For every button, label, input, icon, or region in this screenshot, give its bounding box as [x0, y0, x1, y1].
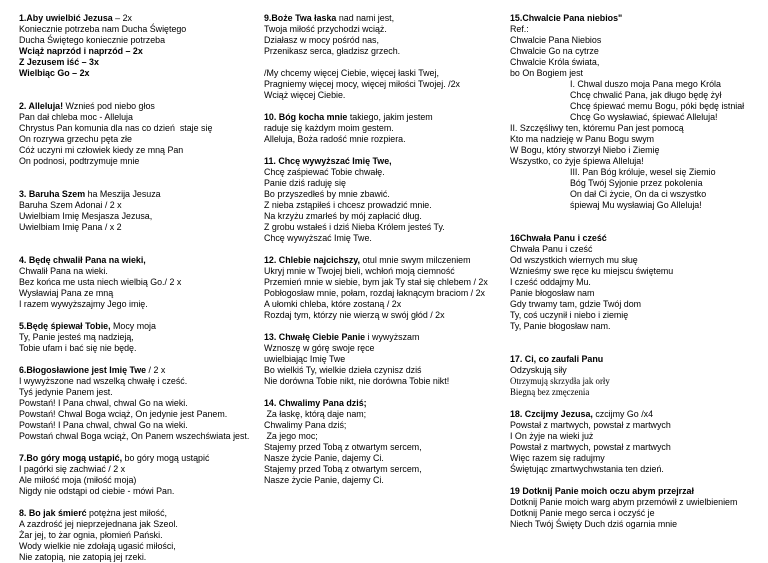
song-spacer [19, 497, 251, 508]
lyric-line: Stajemy przed Tobą z otwartym sercem, [264, 464, 422, 474]
song-title: 19 Dotknij Panie moich oczu abym przejrzał [510, 486, 694, 496]
lyric-line: Panie dziś raduję się [264, 178, 346, 188]
lyric-line: Dotknij Panie moich warg abym przemówił z uwielbieniem [510, 497, 738, 507]
lyric-line: Twoja miłość przychodzi wciąż. [264, 24, 387, 34]
song-spacer [264, 244, 498, 255]
column-right [510, 13, 762, 530]
lyric-line: Wznieśmy swe ręce ku miejscu świętemu [510, 266, 674, 276]
song-block [19, 189, 251, 233]
song-title: 17. Ci, co zaufali Panu [510, 354, 604, 364]
song-block [510, 13, 762, 211]
song-title: 9.Boże Twa łaska [264, 13, 337, 23]
lyric-line: Chwalcie Pana Niebios [510, 35, 602, 45]
lyric-line: Rozdaj tym, którzy nie wierzą w swój głód / 2x [264, 310, 445, 320]
song-title-rest: potężna jest miłość, [86, 508, 167, 518]
lyric-line: Chwalił Pana na wieki. [19, 266, 108, 276]
song-spacer [264, 321, 498, 332]
song-heading [510, 233, 762, 244]
lyric-line: Niech Twój Święty Duch dziś ogarnia mnie [510, 519, 678, 529]
lyric-line: On rozrywa grzechu pęta złe [19, 134, 132, 144]
song-heading [19, 189, 251, 200]
lyric-line: Wciąż naprzód i naprzód – 2x [19, 46, 143, 56]
lyric-line: Chwalimy Pana dziś; [264, 420, 347, 430]
lyric-line: Powstań! Chwal Boga wciąż, On jedynie jest Panem. [19, 409, 228, 419]
lyric-line: śpiewaj Mu wysławiaj Go Alleluja! [570, 200, 702, 210]
lyric-line: Chcę wywyższać Imię Twe. [264, 233, 372, 243]
song-heading [510, 409, 762, 420]
song-heading [264, 112, 498, 123]
lyric-line: raduje się każdym moim gestem. [264, 123, 394, 133]
song-block [264, 332, 498, 387]
song-spacer [19, 354, 251, 365]
lyric-line: Chcę zaśpiewać Tobie chwałę. [264, 167, 385, 177]
lyric-line: Ty, Panie jesteś mą nadzieją, [19, 332, 134, 342]
lyric-line: Ref.: [510, 24, 529, 34]
song-heading [19, 321, 251, 332]
song-title: 16Chwała Panu i cześć [510, 233, 607, 243]
song-spacer [19, 310, 251, 321]
lyric-line: Wciąż więcej Ciebie. [264, 90, 346, 100]
lyric-line: Stajemy przed Tobą z otwartym sercem, [264, 442, 422, 452]
lyric-line: Nasze życie Panie, dajemy Ci. [264, 475, 384, 485]
song-spacer [19, 167, 251, 189]
lyric-line: II. Szczęśliwy ten, któremu Pan jest pomocą [510, 123, 684, 133]
song-title: 12. Chlebie najcichszy, [264, 255, 361, 265]
song-block [19, 453, 251, 497]
lyric-line: Powstań! I Pana chwal, chwal Go na wieki. [19, 420, 188, 430]
lyric-line: Odzyskują siły [510, 365, 567, 375]
song-spacer [510, 332, 762, 354]
lyric-line: Otrzymują skrzydła jak orły [510, 376, 610, 386]
lyric-line: Powstań chwal Boga wciąż, On Panem wszechświata jest. [19, 431, 250, 441]
lyric-line: Wielbiąc Go – 2x [19, 68, 90, 78]
song-title-rest: i wywyższam [365, 332, 420, 342]
song-block [19, 365, 251, 442]
song-title: 18. Czcijmy Jezusa, [510, 409, 593, 419]
song-heading [264, 255, 498, 266]
song-block [264, 13, 498, 57]
lyric-line: I. Chwal duszo moja Pana mego Króla [570, 79, 721, 89]
song-heading [19, 508, 251, 519]
song-title: 13. Chwałę Ciebie Panie [264, 332, 366, 342]
lyric-line: Baruha Szem Adonai / 2 x [19, 200, 122, 210]
lyric-line: Bo przyszedłeś by mnie zbawić. [264, 189, 390, 199]
song-title-rest: /My chcemy więcej Ciebie, więcej łaski Twej, [264, 68, 439, 78]
lyric-line: Tobie ufam i bać się nie będę. [19, 343, 137, 353]
song-title: 6.Błogosławione jest Imię Twe [19, 365, 147, 375]
lyric-line: uwielbiając Imię Twe [264, 354, 346, 364]
song-spacer [19, 79, 251, 101]
song-heading [19, 365, 251, 376]
lyric-line: Biegną bez zmęczenia [510, 387, 590, 397]
lyric-line: Bo wielkiś Ty, wielkie dzieła czynisz dziś [264, 365, 422, 375]
lyric-line: Z grobu wstałeś i dziś Nieba Królem jesteś Ty. [264, 222, 445, 232]
lyric-line: I cześć oddajmy Mu. [510, 277, 591, 287]
lyric-line: Ukryj mnie w Twojej bieli, wchłoń moją ciemność [264, 266, 455, 276]
song-title-rest: Wznieś pod niebo głos [63, 101, 155, 111]
song-title-rest: / 2 x [146, 365, 166, 375]
song-title: 7.Bo góry mogą ustąpić, [19, 453, 123, 463]
song-title: 14. Chwalimy Pana dziś; [264, 398, 367, 408]
lyric-line: Pobłogosław mnie, połam, rozdaj łaknącym braciom / 2x [264, 288, 485, 298]
lyric-line: Koniecznie potrzeba nam Ducha Świętego [19, 24, 187, 34]
lyric-line: bo On Bogiem jest [510, 68, 584, 78]
song-block [19, 508, 251, 563]
song-spacer [264, 387, 498, 398]
lyric-line: Za łaskę, którą daje nam; [264, 409, 367, 419]
song-title-rest: takiego, jakim jestem [347, 112, 433, 122]
lyric-line: Ale miłość moja (miłość moja) [19, 475, 137, 485]
lyric-line: Pragniemy więcej mocy, więcej miłości Twojej. /2x [264, 79, 460, 89]
column-left [19, 13, 251, 563]
song-heading [510, 354, 762, 365]
lyric-line: W Bogu, który stworzył Niebo i Ziemię [510, 145, 660, 155]
song-spacer [264, 145, 498, 156]
song-title-rest: Mocy moja [110, 321, 156, 331]
song-heading [264, 398, 498, 409]
lyric-line: Nie dorówna Tobie nikt, nie dorówna Tobie nikt! [264, 376, 450, 386]
song-spacer [264, 57, 498, 68]
lyric-line: Nie zatopią, nie zatopią jej rzeki. [19, 552, 147, 562]
lyric-line: I wywyższone nad wszelką chwałę i cześć. [19, 376, 188, 386]
song-title: 15.Chwalcie Pana niebios" [510, 13, 623, 23]
song-spacer [264, 101, 498, 112]
song-heading [510, 486, 762, 497]
lyric-line: Chcę śpiewać memu Bogu, póki będę istniał [570, 101, 745, 111]
lyric-line: Nigdy nie odstąpi od ciebie - mówi Pan. [19, 486, 175, 496]
lyric-line: Żar jej, to żar ognia, płomień Pański. [19, 530, 163, 540]
song-title: 8. Bo jak śmierć [19, 508, 87, 518]
column-middle [264, 13, 498, 486]
lyric-line: Tyś jedynie Panem jest. [19, 387, 113, 397]
lyric-line: Na krzyżu zmarłeś by mój zapłacić dług. [264, 211, 422, 221]
song-title: 11. Chcę wywyższać Imię Twe, [264, 156, 392, 166]
lyric-line: I pagórki się zachwiać / 2 x [19, 464, 126, 474]
lyric-line: Chwała Panu i cześć [510, 244, 593, 254]
song-title: 1.Aby uwielbić Jezusa [19, 13, 113, 23]
lyric-line: Ty, Panie błogosław nam. [510, 321, 611, 331]
song-spacer [19, 233, 251, 255]
lyric-line: I On żyje na wieki już [510, 431, 594, 441]
lyric-line: Cóż uczyni mi człowiek kiedy ze mną Pan [19, 145, 184, 155]
lyric-line: Powstał z martwych, powstał z martwych [510, 420, 671, 430]
song-block [510, 486, 762, 530]
lyric-line: A zazdrość jej nieprzejednana jak Szeol. [19, 519, 178, 529]
song-heading [264, 13, 498, 24]
lyric-line: A ułomki chleba, które zostaną / 2x [264, 299, 402, 309]
lyric-line: Wysławiaj Pana ze mną [19, 288, 114, 298]
song-block [264, 112, 498, 145]
song-block [264, 68, 498, 101]
lyric-line: Wznoszę w górę swoje ręce [264, 343, 375, 353]
lyric-line: Pan dał chleba moc - Alleluja [19, 112, 133, 122]
song-spacer [510, 398, 762, 409]
song-heading [19, 101, 251, 112]
song-spacer [510, 211, 762, 233]
lyric-line: Uwielbiam Imię Pana / x 2 [19, 222, 122, 232]
song-heading [19, 13, 251, 24]
song-block [264, 255, 498, 321]
lyric-line: Chrystus Pan komunia dla nas co dzień staje się [19, 123, 213, 133]
song-block [264, 398, 498, 486]
song-title-rest: otul mnie swym milczeniem [360, 255, 471, 265]
song-block [19, 255, 251, 310]
lyric-line: Alleluja, Boża radość mnie rozpiera. [264, 134, 406, 144]
song-title: 10. Bóg kocha mnie [264, 112, 348, 122]
song-heading [264, 68, 498, 79]
lyric-line: Chwalcie Go na cytrze [510, 46, 599, 56]
lyric-line: III. Pan Bóg króluje, wesel się Ziemio [570, 167, 716, 177]
song-title-rest: czcijmy Go /x4 [592, 409, 654, 419]
song-title-rest: – 2x [112, 13, 132, 23]
lyric-line: Przenikasz serca, gładzisz grzech. [264, 46, 401, 56]
lyric-line: Wody wielkie nie zdołają ugasić miłości, [19, 541, 176, 551]
song-title: 2. Alleluja! [19, 101, 64, 111]
lyric-line: Kto ma nadzieję w Panu Bogu swym [510, 134, 655, 144]
lyric-line: Chcę chwalić Pana, jak długo będę żył [570, 90, 722, 100]
lyric-line: Od wszystkich wiernych mu słuę [510, 255, 638, 265]
song-block [510, 354, 762, 398]
song-block [510, 409, 762, 475]
song-heading [19, 255, 251, 266]
song-title: 5.Będę śpiewał Tobie, [19, 321, 111, 331]
lyric-line: Uwielbiam Imię Mesjasza Jezusa, [19, 211, 153, 221]
song-spacer [19, 442, 251, 453]
lyric-line: Przemień mnie w siebie, bym jak Ty stał się chlebem / 2x [264, 277, 488, 287]
song-block [19, 321, 251, 354]
lyric-line: Nasze życie Panie, dajemy Ci. [264, 453, 384, 463]
song-spacer [510, 475, 762, 486]
song-heading [510, 13, 762, 24]
song-block [264, 156, 498, 244]
song-block [19, 101, 251, 167]
lyric-line: Dotknij Panie mego serca i oczyść je [510, 508, 655, 518]
lyric-line: Z nieba zstąpiłeś i chcesz prowadzić mnie. [264, 200, 432, 210]
song-title: 3. Baruha Szem [19, 189, 86, 199]
lyric-line: Ducha Świętego koniecznie potrzeba [19, 35, 166, 45]
song-heading [19, 453, 251, 464]
lyric-line: Ty, coś uczynił i niebo i ziemię [510, 310, 629, 320]
lyric-line: Panie błogosław nam [510, 288, 595, 298]
lyric-line: Świętując zmartwychwstania ten dzień. [510, 464, 664, 474]
lyric-line: Wszystko, co żyje śpiewa Alleluja! [510, 156, 644, 166]
lyric-line: Bez końca me usta niech wielbią Go./ 2 x [19, 277, 182, 287]
song-heading [264, 156, 498, 167]
song-title-rest: bo góry mogą ustąpić [122, 453, 210, 463]
lyric-line: Bóg Twój Syjonie przez pokolenia [570, 178, 703, 188]
song-title-rest: ha Meszija Jesuza [85, 189, 161, 199]
lyric-line: Działasz w mocy pośród nas, [264, 35, 379, 45]
lyric-line: On podnosi, podtrzymuje mnie [19, 156, 140, 166]
lyric-line: Powstał z martwych, powstał z martwych [510, 442, 671, 452]
lyric-line: Gdy trwamy tam, gdzie Twój dom [510, 299, 642, 309]
song-title: 4. Będę chwalił Pana na wieki, [19, 255, 146, 265]
song-heading [264, 332, 498, 343]
lyric-line: Za jego moc; [264, 431, 318, 441]
lyric-line: Z Jezusem iść – 3x [19, 57, 99, 67]
song-block [19, 13, 251, 79]
lyric-line: Więc razem się radujmy [510, 453, 605, 463]
lyric-line: I razem wywyższajmy Jego imię. [19, 299, 148, 309]
song-block [510, 233, 762, 332]
lyric-line: Chwalcie Króla świata, [510, 57, 600, 67]
lyric-line: On dał Ci życie, On da ci wszystko [570, 189, 707, 199]
song-title-rest: nad nami jest, [336, 13, 395, 23]
lyric-line: Powstań! I Pana chwal, chwal Go na wieki. [19, 398, 188, 408]
lyric-line: Chcę Go wysławiać, śpiewać Alleluja! [570, 112, 718, 122]
